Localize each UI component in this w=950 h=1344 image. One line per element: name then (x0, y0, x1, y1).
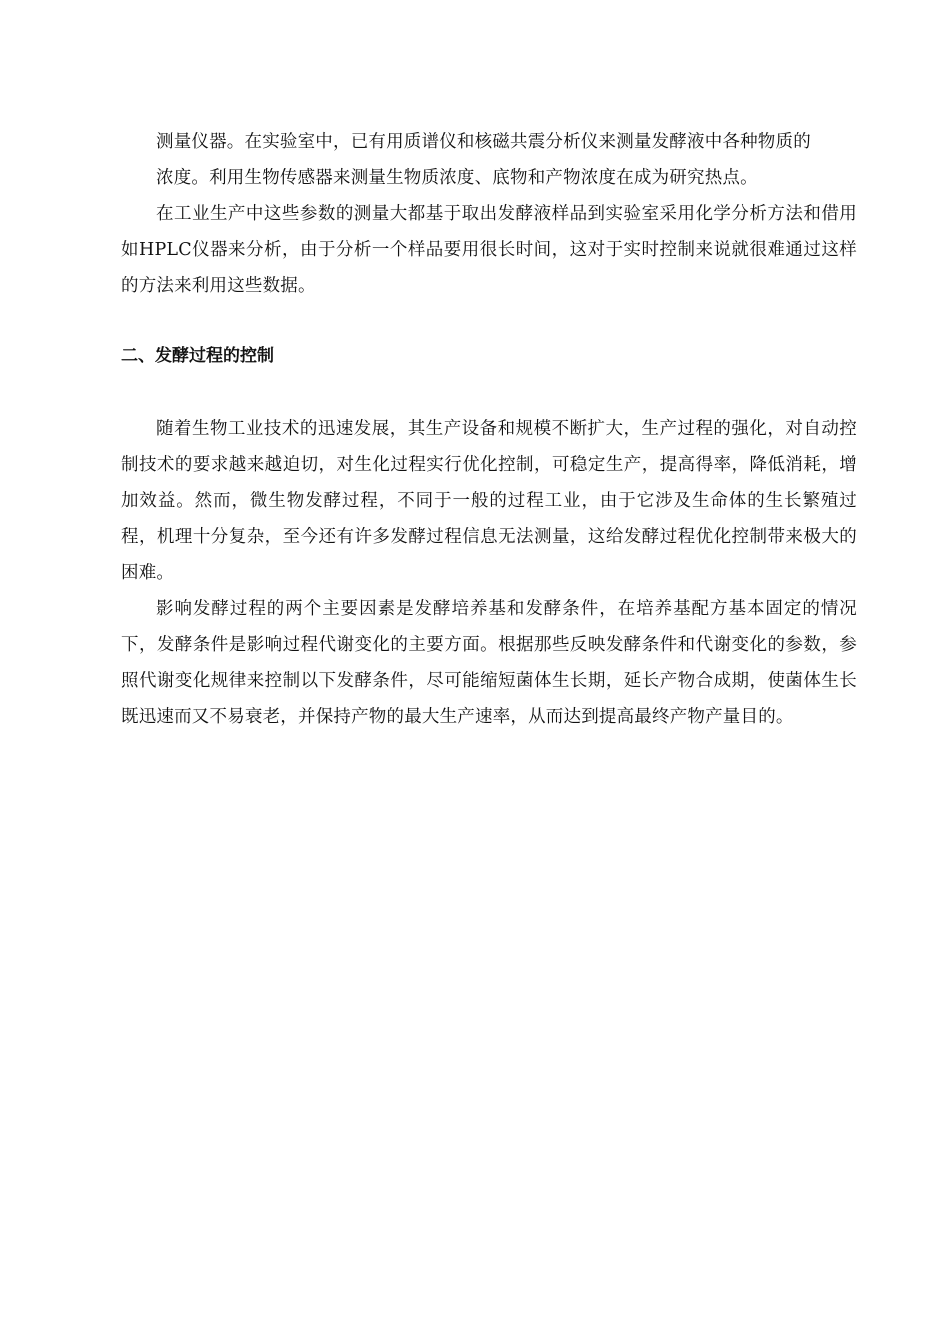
spacer (121, 374, 857, 411)
spacer (121, 304, 857, 338)
section-paragraph-factors: 影响发酵过程的两个主要因素是发酵培养基和发酵条件，在培养基配方基本固定的情况下，发酵条件是影响过程代谢变化的主要方面。根据那些反映发酵条件和代谢变化的参数，参照代谢变化规律来控制以下发酵条件，尽可能缩短菌体生长期，延长产物合成期，使菌体生长既迅速而又不易衰老，并保持产物的最大生产速率，从而达到提高最终产物产量目的。 (121, 599, 857, 727)
document-body (121, 124, 857, 735)
intro-line-1: 测量仪器。在实验室中，已有用质谱仪和核磁共震分析仪来测量发酵液中各种物质的 (156, 132, 811, 152)
intro-paragraph-measurement: 在工业生产中这些参数的测量大都基于取出发酵液样品到实验室采用化学分析方法和借用如HPLC仪器来分析，由于分析一个样品要用很长时间，这对于实时控制来说就很难通过这样的方法来利用这些数据。 (121, 204, 857, 296)
intro-line-2: 浓度。利用生物传感器来测量生物质浓度、底物和产物浓度在成为研究热点。 (156, 168, 758, 188)
section-heading: 二、发酵过程的控制 (121, 346, 274, 366)
section-paragraph-development: 随着生物工业技术的迅速发展，其生产设备和规模不断扩大，生产过程的强化，对自动控制技术的要求越来越迫切，对生化过程实行优化控制，可稳定生产，提高得率，降低消耗，增加效益。然而，微生物发酵过程，不同于一般的过程工业，由于它涉及生命体的生长繁殖过程，机理十分复杂，至今还有许多发酵过程信息无法测量，这给发酵过程优化控制带来极大的困难。 (121, 419, 857, 583)
